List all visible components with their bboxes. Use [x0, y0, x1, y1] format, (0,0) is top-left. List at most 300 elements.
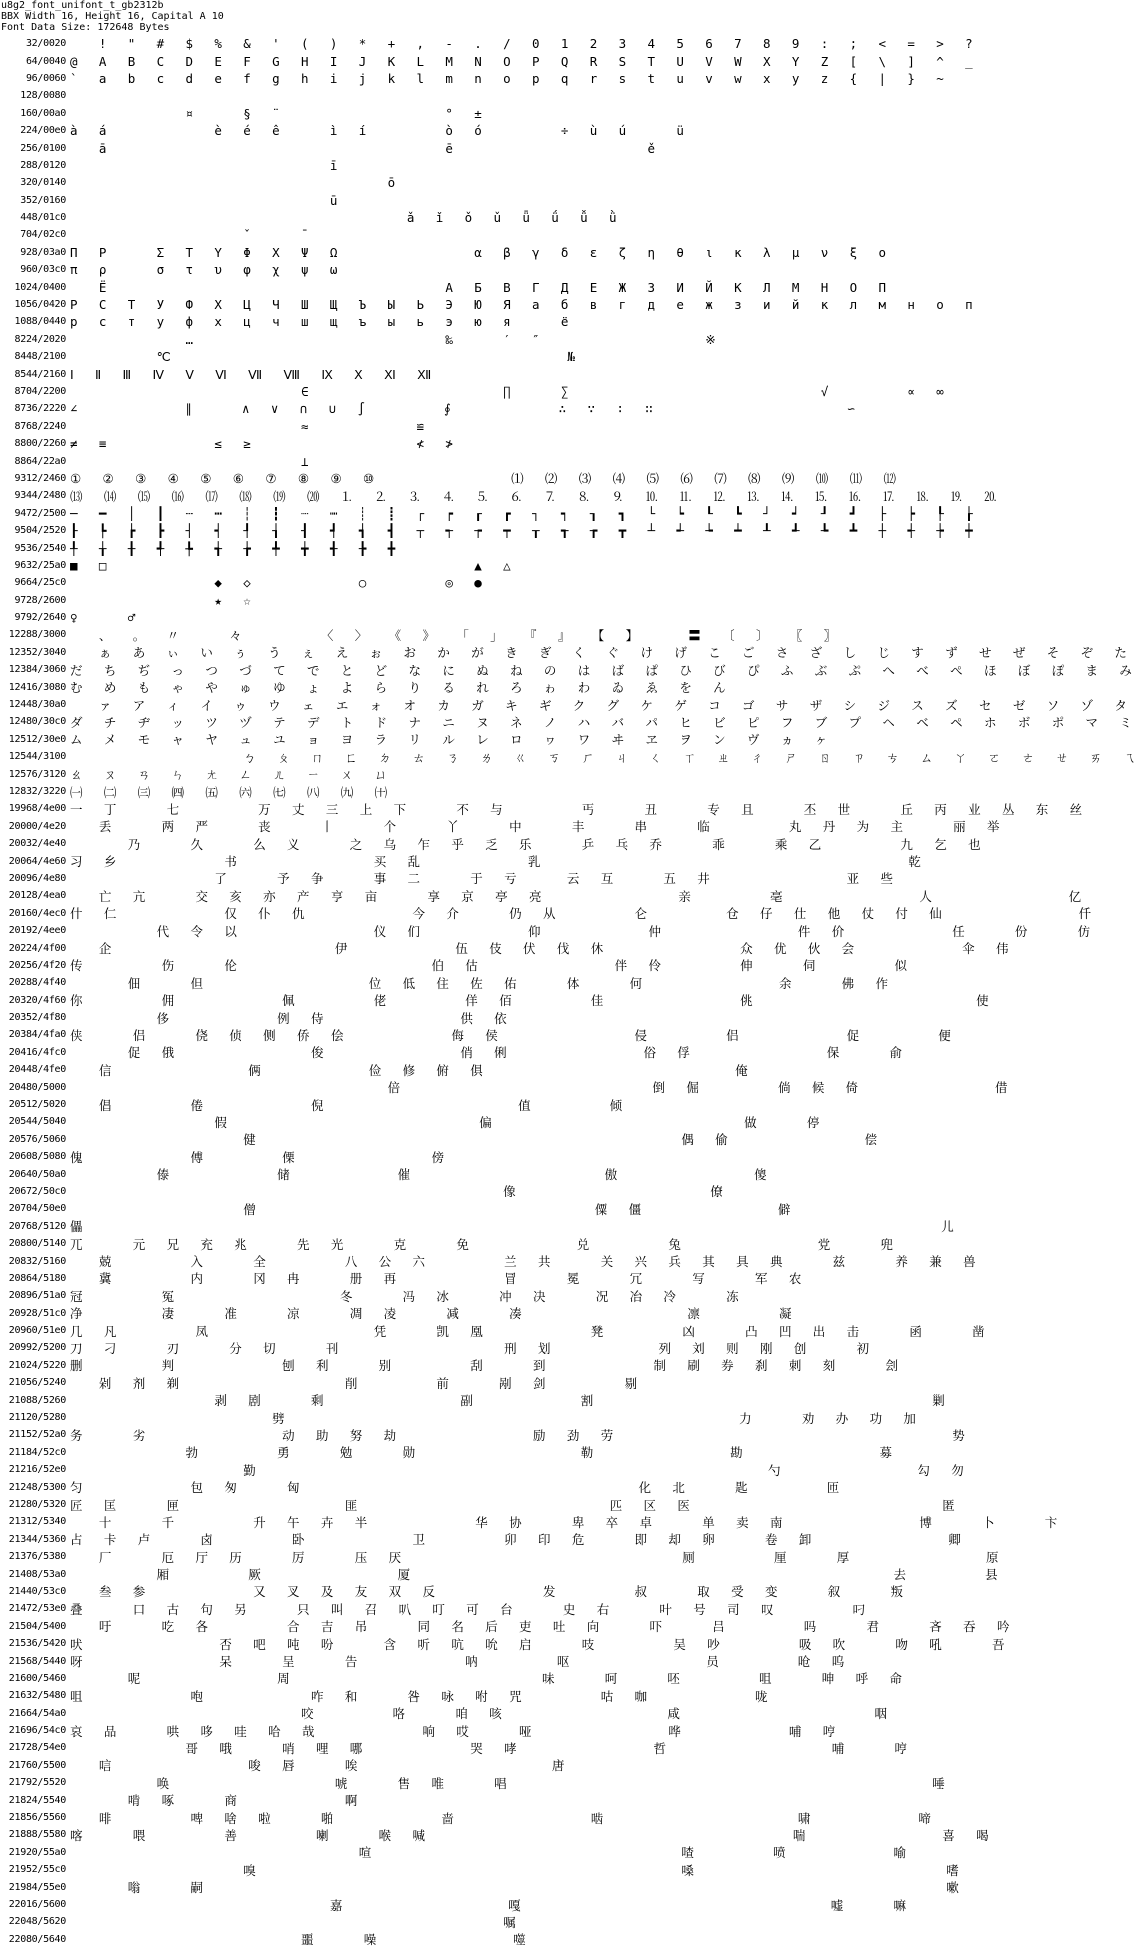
- row-code-label: 20864/5180: [8, 1272, 66, 1284]
- row-glyphs: @ A B C D E F G H I J K L M N O P Q R S T U V W X Y Z [ \ ] ^ _: [70, 53, 975, 69]
- row-glyphs: ˇ ˉ: [70, 227, 311, 243]
- row-glyphs: ① ② ③ ④ ⑤ ⑥ ⑦ ⑧ ⑨ ⑩ ⑴ ⑵ ⑶ ⑷ ⑸ ⑹ ⑺ ⑻ ⑼ ⑽ ⑾ ⑿: [70, 471, 899, 487]
- row-code-label: 9312/2460: [14, 472, 66, 484]
- row-glyphs: 什 仁 仅 仆 仇 今 介 仍 从 仑 仓 仔 仕 他 仗 付 仙 仟: [70, 906, 1094, 922]
- row-code-label: 22048/5620: [8, 1916, 66, 1928]
- row-glyphs: 侈 例 侍 供 依: [70, 1010, 509, 1026]
- glyph-row: [0, 1305, 794, 1322]
- row-code-label: 12384/3060: [8, 664, 66, 676]
- glyph-row: [0, 505, 975, 522]
- row-glyphs: 、 。 〃 々 〈 〉 《 》 「 」 『 』 【 】 〓 〔 〕 〖 〗: [70, 627, 839, 643]
- glyph-row: [0, 139, 658, 156]
- glyph-row: [0, 70, 946, 87]
- glyph-row: [0, 905, 1094, 922]
- row-code-label: 9792/2640: [14, 612, 66, 624]
- glyph-row: [0, 1374, 640, 1391]
- glyph-row: [0, 1409, 919, 1426]
- row-code-label: 21376/5380: [8, 1551, 66, 1563]
- row-code-label: 128/0080: [20, 90, 66, 102]
- row-glyphs: 厢 厥 厦 去 县: [70, 1567, 1000, 1583]
- row-code-label: 20896/51a0: [8, 1290, 66, 1302]
- glyph-row: [0, 1931, 620, 1948]
- row-code-label: 22016/5600: [8, 1898, 66, 1910]
- row-code-label: 21344/5360: [8, 1533, 66, 1545]
- glyph-row: [0, 1878, 961, 1896]
- row-glyphs: ぁ あ ぃ い ぅ う ぇ え ぉ お か が き ぎ く ぐ け げ こ ご さ ざ し じ す ず せ ぜ そ ぞ た: [70, 645, 1130, 661]
- glyph-row: [0, 1670, 905, 1687]
- row-glyphs: 剥 剧 剩 副 割 剿: [70, 1393, 947, 1409]
- row-glyphs: 删 判 刨 利 别 刮 到 制 刷 券 刹 刺 刻 刽: [70, 1358, 901, 1374]
- row-glyphs: 健 偶 偷 偿: [70, 1132, 880, 1148]
- glyph-row: [0, 1183, 725, 1200]
- row-glyphs: 叠 口 古 句 另 只 叫 召 叭 叮 可 台 史 右 叶 号 司 叹 叼: [70, 1601, 868, 1617]
- row-glyphs: 喀 喂 善 喇 喉 喊 喘 喜 喝: [70, 1827, 991, 1843]
- row-glyphs: 嗡 嗣 嗽: [70, 1880, 961, 1896]
- row-code-label: 21120/5280: [8, 1412, 66, 1424]
- glyph-row: [0, 852, 923, 870]
- row-glyphs: ℃ №: [70, 349, 578, 365]
- glyph-row: [0, 539, 620, 556]
- glyph-row: [0, 609, 620, 626]
- row-code-label: 21888/5580: [8, 1829, 66, 1841]
- row-code-label: 12288/3000: [8, 629, 66, 641]
- glyph-row: [0, 1113, 822, 1130]
- row-code-label: 8864/22a0: [14, 455, 66, 467]
- row-glyphs: 务 劣 动 助 努 劫 励 劲 劳 势: [70, 1427, 967, 1443]
- glyph-row: [0, 1391, 947, 1409]
- row-glyphs: 勃 勇 勉 勋 勒 勘 募: [70, 1445, 895, 1461]
- glyph-row: [0, 244, 889, 261]
- row-code-label: 12544/3100: [8, 751, 66, 763]
- row-code-label: 12576/3120: [8, 768, 66, 780]
- glyph-row: [0, 1548, 1001, 1565]
- row-glyphs: 嘉 嘎 嘘 嘛: [70, 1897, 909, 1913]
- row-code-label: 21728/54e0: [8, 1742, 66, 1754]
- row-code-label: 20224/4f00: [8, 942, 66, 954]
- glyph-row: [0, 1357, 901, 1374]
- row-glyphs: 劈 力 劝 办 功 加: [70, 1410, 919, 1426]
- row-glyphs: à á è é ê ì í ò ó ÷ ù ú ü: [70, 123, 687, 139]
- row-code-label: 928/03a0: [20, 246, 66, 258]
- glyph-row: [0, 1652, 847, 1670]
- glyph-row: [0, 1531, 963, 1548]
- glyph-row: [0, 278, 889, 295]
- row-code-label: 21312/5340: [8, 1516, 66, 1528]
- glyph-row: [0, 574, 620, 591]
- row-code-label: 20320/4f60: [8, 994, 66, 1006]
- row-glyphs: ─ ━ │ ┃ ┄ ┅ ┆ ┇ ┈ ┉ ┊ ┋ ┌ ┍ ┎ ┏ ┐ ┑ ┒ ┓ └ ┕ ┖ ┗ ┘ ┙ ┚ ┛ ├ ┝ ┞ ┟: [70, 505, 975, 521]
- row-glyphs: ♀ ♂: [70, 610, 138, 626]
- row-glyphs: 佃 但 位 低 住 佐 佑 体 何 余 佛 作: [70, 975, 891, 991]
- glyph-row: [0, 261, 620, 278]
- glyph-row: [0, 1339, 872, 1356]
- glyph-row: [0, 765, 620, 782]
- row-glyphs: 信 俩 俭 修 俯 俱 俺: [70, 1062, 750, 1078]
- row-glyphs: 儡 儿: [70, 1219, 956, 1235]
- row-code-label: 8736/2220: [14, 403, 66, 415]
- glyph-row: [0, 157, 620, 174]
- row-code-label: 20416/4fc0: [8, 1046, 66, 1058]
- font-size-line: Font Data Size: 172648 Bytes: [1, 22, 170, 33]
- row-code-label: 12832/3220: [8, 785, 66, 797]
- row-code-label: 8544/2160: [14, 368, 66, 380]
- row-glyphs: ★ ☆: [70, 592, 253, 608]
- row-code-label: 20352/4f80: [8, 1012, 66, 1024]
- row-code-label: 21568/5440: [8, 1655, 66, 1667]
- row-code-label: 9472/2500: [14, 507, 66, 519]
- row-glyphs: 传 伤 伦 伯 估 伴 伶 伸 伺 似: [70, 958, 910, 974]
- row-code-label: 21440/53c0: [8, 1585, 66, 1597]
- row-code-label: 9504/2520: [14, 525, 66, 537]
- row-glyphs: 习 乡 书 买 乱 乳 乾: [70, 854, 923, 870]
- row-code-label: 20192/4ee0: [8, 925, 66, 937]
- row-code-label: 12416/3080: [8, 681, 66, 693]
- row-glyphs: 侠 侣 侥 侦 侧 侨 侩 侮 侯 侵 侣 促 便: [70, 1027, 953, 1043]
- row-code-label: 20704/50e0: [8, 1203, 66, 1215]
- row-glyphs: ム メ モ ャ ヤ ュ ユ ョ ヨ ラ リ ル レ ロ ヮ ワ ヰ ヱ ヲ ン ヴ ヵ ヶ: [70, 732, 830, 748]
- glyph-row: [0, 957, 910, 974]
- row-glyphs: 代 令 以 仪 们 仰 仲 件 价 任 份 仿: [70, 923, 1093, 939]
- row-code-label: 20256/4f20: [8, 959, 66, 971]
- glyph-row: [0, 1739, 910, 1756]
- row-glyphs: 净 凄 准 凉 凋 凌 减 凑 凛 凝: [70, 1306, 794, 1322]
- row-code-label: 20768/5120: [8, 1220, 66, 1232]
- row-glyphs: 倍 倒 倔 倘 候 倚 借: [70, 1080, 1010, 1096]
- row-code-label: 21696/54c0: [8, 1725, 66, 1737]
- row-code-label: 20448/4fe0: [8, 1064, 66, 1076]
- row-code-label: 20608/5080: [8, 1151, 66, 1163]
- row-glyphs: ㄅ ㄆ ㄇ ㄈ ㄉ ㄊ ㄋ ㄌ ㄍ ㄎ ㄏ ㄐ ㄑ ㄒ ㄓ ㄔ ㄕ ㄖ ㄗ ㄘ ㄙ ㄚ ㄛ ㄜ ㄝ ㄞ ㄟ: [70, 749, 1138, 765]
- row-code-label: 21952/55c0: [8, 1864, 66, 1876]
- row-code-label: 21760/5500: [8, 1759, 66, 1771]
- glyph-row: [0, 939, 1011, 957]
- row-glyphs: 嘱: [70, 1914, 518, 1930]
- row-glyphs: 噩 噪 噬: [70, 1932, 528, 1948]
- glyph-row: [0, 1496, 957, 1513]
- glyph-row: [0, 626, 839, 643]
- row-code-label: 352/0160: [20, 194, 66, 206]
- row-glyphs: 咀 咆 咋 和 咎 咏 咐 咒 咕 咖 咙: [70, 1688, 770, 1704]
- font-name-line: u8g2_font_unifont_t_gb2312b: [1, 0, 164, 11]
- row-code-label: 21600/5460: [8, 1672, 66, 1684]
- row-glyphs: ∠ ∥ ∧ ∨ ∩ ∪ ∫ ∮ ∴ ∵ ∶ ∷ ∽: [70, 401, 858, 417]
- row-glyphs: 倡 倦 倪 值 倾: [70, 1097, 625, 1113]
- row-glyphs: 咬 咯 咱 咳 咸 咽: [70, 1706, 890, 1722]
- glyph-row: [0, 1131, 880, 1148]
- glyph-row: [0, 35, 975, 52]
- row-glyphs: Π Ρ Σ Τ Υ Φ Χ Ψ Ω α β γ δ ε ζ η θ ι κ λ μ ν ξ ο: [70, 244, 889, 260]
- row-glyphs: ≠ ≡ ≤ ≥ ≮ ≯: [70, 436, 456, 452]
- glyph-row: [0, 1461, 966, 1478]
- glyph-row: [0, 731, 830, 748]
- row-code-label: 20928/51c0: [8, 1307, 66, 1319]
- row-code-label: 12352/3040: [8, 646, 66, 658]
- glyph-row: [0, 1026, 953, 1043]
- row-code-label: 1024/0400: [14, 281, 66, 293]
- row-code-label: 9728/2600: [14, 594, 66, 606]
- row-glyphs: だ ち ぢ っ つ づ て で と ど な に ぬ ね の は ば ぱ ひ び ぴ ふ ぶ ぷ へ べ ぺ ほ ぼ ぽ ま み: [70, 662, 1134, 678]
- row-glyphs: 匠 匡 匣 匪 匹 区 医 匿: [70, 1497, 957, 1513]
- glyph-row: [0, 1774, 947, 1791]
- glyph-row: [0, 557, 620, 574]
- glyph-row: [0, 174, 620, 191]
- glyph-row: [0, 1565, 1000, 1583]
- row-glyphs: р с т у ф х ц ч ш щ ъ ы ь э ю я ё: [70, 314, 571, 330]
- glyph-row: [0, 1200, 793, 1217]
- row-glyphs: 丢 两 严 丧 丨 个 丫 中 丰 串 临 丸 丹 为 主 丽 举: [70, 819, 1002, 835]
- row-glyphs: 哥 哦 哨 哩 哪 哭 哮 哲 哺 哼: [70, 1740, 910, 1756]
- row-glyphs: 兀 元 兄 充 兆 先 光 克 免 兑 兔 党 兜: [70, 1236, 896, 1252]
- row-glyphs: 乃 久 么 义 之 乌 乍 乎 乏 乐 乒 乓 乔 乖 乘 乙 九 乞 也: [70, 836, 983, 852]
- glyph-row: [0, 922, 1093, 939]
- row-code-label: 8448/2100: [14, 351, 66, 363]
- row-code-label: 20512/5020: [8, 1099, 66, 1111]
- row-code-label: 12448/30a0: [8, 699, 66, 711]
- glyph-row: [0, 1513, 1060, 1530]
- row-glyphs: 冀 内 冈 冉 册 再 冒 冕 冗 写 军 农: [70, 1271, 804, 1287]
- row-glyphs: 一 丁 七 万 丈 三 上 下 不 与 丐 丑 专 且 丕 世 丘 丙 业 丛 东 丝: [70, 801, 1085, 817]
- row-code-label: 20096/4e80: [8, 872, 66, 884]
- row-code-label: 21280/5320: [8, 1499, 66, 1510]
- row-code-label: 21248/5300: [8, 1481, 66, 1493]
- glyph-row: [0, 348, 620, 365]
- row-glyphs: 僧 僳 僵 僻: [70, 1201, 793, 1217]
- row-code-label: 32/0020: [25, 38, 66, 50]
- glyph-row: [0, 592, 620, 609]
- glyph-row: [0, 1322, 987, 1339]
- row-code-label: 21472/53e0: [8, 1603, 66, 1615]
- row-glyphs: 呢 周 味 呵 呸 咀 呻 呼 命: [70, 1671, 905, 1687]
- glyph-row: [0, 887, 1084, 904]
- glyph-row: [0, 470, 899, 487]
- row-glyphs: ā ē ě: [70, 140, 658, 156]
- row-code-label: 20000/4e20: [8, 820, 66, 832]
- row-code-label: 448/01c0: [20, 212, 66, 224]
- row-glyphs: ≈ ≌: [70, 418, 427, 434]
- row-glyphs: Ё А Б В Г Д Е Ж З И Й К Л М Н О П: [70, 279, 889, 295]
- glyph-row: [0, 52, 975, 69]
- glyph-row: [0, 418, 620, 435]
- row-code-label: 20800/5140: [8, 1238, 66, 1250]
- row-code-label: 20576/5060: [8, 1133, 66, 1145]
- glyph-row: [0, 1635, 1007, 1652]
- row-code-label: 21024/5220: [8, 1359, 66, 1371]
- row-code-label: 21056/5240: [8, 1377, 66, 1389]
- row-glyphs: ㈠ ㈡ ㈢ ㈣ ㈤ ㈥ ㈦ ㈧ ㈨ ㈩: [70, 784, 390, 800]
- row-code-label: 21184/52c0: [8, 1446, 66, 1458]
- row-glyphs: 唤 唬 售 唯 唱 唾: [70, 1775, 947, 1791]
- row-glyphs: 刀 刁 刃 分 切 刊 刑 划 列 刘 则 刚 创 初: [70, 1341, 872, 1356]
- glyph-row: [0, 226, 620, 243]
- row-code-label: 21632/5480: [8, 1690, 66, 1702]
- row-glyphs: 呀 呆 呈 告 呐 呕 员 呛 呜: [70, 1654, 847, 1670]
- glyph-row: [0, 1687, 770, 1704]
- glyph-row: [0, 1009, 620, 1026]
- row-glyphs: ∈ ∏ ∑ √ ∝ ∞: [70, 384, 946, 399]
- glyph-row: [0, 1791, 620, 1808]
- glyph-row: [0, 331, 718, 348]
- row-code-label: 21824/5540: [8, 1794, 66, 1806]
- glyph-row: [0, 1061, 750, 1078]
- glyph-row: [0, 1757, 620, 1774]
- row-glyphs: 嗅 嗓 嗜: [70, 1862, 961, 1878]
- row-code-label: 8800/2260: [14, 438, 66, 450]
- glyph-row: [0, 87, 620, 104]
- row-glyphs: ǎ ǐ ǒ ǔ ǖ ǘ ǚ ǜ: [70, 210, 619, 226]
- glyph-row: [0, 1583, 906, 1600]
- row-glyphs: 傣 储 催 傲 傻: [70, 1167, 769, 1183]
- row-glyphs: 啡 啤 啥 啦 啪 啬 啮 啸 啼: [70, 1810, 933, 1826]
- glyph-row: [0, 1705, 890, 1722]
- row-glyphs: ◆ ◇ ○ ◎ ●: [70, 575, 484, 591]
- glyph-row: [0, 400, 858, 417]
- glyph-row: [0, 713, 1134, 730]
- row-code-label: 20672/50c0: [8, 1185, 66, 1197]
- glyph-row: [0, 991, 991, 1009]
- glyph-row: [0, 835, 983, 852]
- row-code-label: 21408/53a0: [8, 1568, 66, 1580]
- row-glyphs: 吠 否 吧 吨 吩 含 听 吭 吮 启 吱 吴 吵 吸 吹 吻 吼 吾: [70, 1636, 1007, 1652]
- row-glyphs: Р С Т У Ф Х Ц Ч Ш Щ Ъ Ы Ь Э Ю Я а б в г д е ж з и й к л м н о п: [70, 297, 975, 313]
- glyph-row: [0, 1896, 909, 1913]
- row-glyphs: Ⅰ Ⅱ Ⅲ Ⅳ Ⅴ Ⅵ Ⅶ Ⅷ Ⅸ Ⅹ Ⅺ Ⅻ: [70, 366, 434, 382]
- row-glyphs: ` a b c d e f g h i j k l m n o p q r s t u v w x y z { | } ~: [70, 70, 946, 86]
- glyph-row: [0, 870, 896, 887]
- glyph-row: [0, 122, 687, 139]
- row-code-label: 21216/52e0: [8, 1464, 66, 1476]
- row-code-label: 19968/4e00: [8, 803, 66, 815]
- row-code-label: 21792/5520: [8, 1777, 66, 1789]
- glyph-row: [0, 1165, 769, 1183]
- row-code-label: 20960/51e0: [8, 1325, 66, 1337]
- row-code-label: 256/0100: [20, 142, 66, 154]
- row-code-label: 20640/50a0: [8, 1168, 66, 1180]
- row-code-label: 320/0140: [20, 177, 66, 189]
- glyph-row: [0, 296, 975, 313]
- row-code-label: 1088/0440: [14, 316, 66, 328]
- row-code-label: 9664/25c0: [14, 577, 66, 589]
- glyph-row: [0, 1218, 956, 1235]
- row-glyphs: む め も ゃ や ゅ ゆ ょ よ ら り る れ ろ ゎ わ ゐ ゑ を ん: [70, 680, 728, 696]
- row-code-label: 20032/4e40: [8, 838, 66, 850]
- glyph-row: [0, 1235, 896, 1252]
- row-glyphs: ╀ ╁ ╂ ╃ ╄ ╅ ╆ ╇ ╈ ╉ ╊ ╋: [70, 540, 398, 556]
- glyph-row: [0, 748, 1138, 765]
- row-glyphs: π ρ σ τ υ φ χ ψ ω: [70, 262, 340, 278]
- row-glyphs: 吁 吃 各 合 吉 吊 同 名 后 吏 吐 向 吓 吕 吗 君 吝 吞 吟: [70, 1619, 1012, 1635]
- glyph-row: [0, 1252, 978, 1270]
- glyph-row: [0, 644, 1130, 661]
- row-code-label: 20064/4e60: [8, 855, 66, 867]
- glyph-row: [0, 1426, 967, 1443]
- row-glyphs: 十 千 升 午 卉 半 华 协 卑 卒 卓 单 卖 南 博 卜 卞: [70, 1514, 1060, 1530]
- row-glyphs: 占 卡 卢 卤 卧 卫 卯 印 危 即 却 卵 卷 卸 卿: [70, 1532, 963, 1548]
- font-bbx-line: BBX Width 16, Height 16, Capital A 10: [1, 11, 224, 22]
- row-code-label: 22080/5640: [8, 1933, 66, 1945]
- row-glyphs: 假 偏 做 停: [70, 1114, 822, 1130]
- glyph-row: [0, 1600, 868, 1617]
- glyph-row: [0, 209, 620, 226]
- row-glyphs: 剁 剂 剃 削 前 剐 剑 剔: [70, 1375, 640, 1391]
- row-glyphs: 啃 啄 商 啊: [70, 1793, 360, 1809]
- row-glyphs: … ‰ ′ ″ ※: [70, 331, 718, 347]
- glyph-row: [0, 383, 946, 400]
- row-glyphs: 厂 厄 厅 历 厉 压 厌 厕 厘 厚 原: [70, 1549, 1001, 1565]
- row-code-label: 20288/4f40: [8, 977, 66, 989]
- row-glyphs: ㄠ ㄡ ㄢ ㄣ ㄤ ㄥ ㄦ ㄧ ㄨ ㄩ: [70, 767, 390, 783]
- glyph-row: [0, 1078, 1010, 1096]
- row-glyphs: 了 予 争 事 二 于 亏 云 互 五 井 亚 些: [70, 871, 896, 887]
- glyph-row: [0, 1044, 905, 1061]
- row-code-label: 1056/0420: [14, 299, 66, 311]
- glyph-row: [0, 365, 620, 382]
- row-code-label: 21664/54a0: [8, 1707, 66, 1719]
- glyph-row: [0, 1287, 741, 1304]
- row-code-label: 20128/4ea0: [8, 890, 66, 902]
- glyph-row: [0, 974, 891, 991]
- glyph-row: [0, 1809, 933, 1826]
- row-glyphs: 兢 入 全 八 公 六 兰 共 关 兴 兵 其 具 典 兹 养 兼 兽: [70, 1254, 978, 1270]
- glyph-row: [0, 1270, 804, 1287]
- row-code-label: 20544/5040: [8, 1116, 66, 1128]
- row-code-label: 21152/52a0: [8, 1429, 66, 1441]
- row-glyphs: ū: [70, 192, 340, 208]
- glyph-row: [0, 1444, 895, 1461]
- glyph-table: [0, 35, 1138, 1948]
- row-glyphs: ! " # $ % & ' ( ) * + , - . / 0 1 2 3 4 5 6 7 8 9 : ; < = > ?: [70, 36, 975, 52]
- row-code-label: 21984/55e0: [8, 1881, 66, 1893]
- row-code-label: 8768/2240: [14, 420, 66, 432]
- row-code-label: 224/00e0: [20, 125, 66, 137]
- row-code-label: 8704/2200: [14, 386, 66, 397]
- glyph-row: [0, 1618, 1012, 1635]
- row-glyphs: ⊥: [70, 453, 311, 469]
- row-code-label: 21536/5420: [8, 1638, 66, 1650]
- row-glyphs: 像 僚: [70, 1184, 725, 1200]
- row-glyphs: 企 伊 伍 伎 伏 伐 休 众 优 伙 会 伞 伟: [70, 941, 1011, 957]
- glyph-row: [0, 313, 620, 330]
- row-glyphs: ┠ ┡ ┢ ┣ ┤ ┥ ┦ ┧ ┨ ┩ ┪ ┫ ┬ ┭ ┮ ┯ ┰ ┱ ┲ ┳ ┴ ┵ ┶ ┷ ┸ ┹ ┺ ┻ ┼ ┽ ┾ ┿: [70, 523, 975, 539]
- row-code-label: 21920/55a0: [8, 1846, 66, 1858]
- row-code-label: 9536/2540: [14, 542, 66, 554]
- glyph-row: [0, 1096, 625, 1113]
- glyph-row: [0, 1861, 961, 1878]
- row-glyphs: ダ チ ヂ ッ ツ ヅ テ デ ト ド ナ ニ ヌ ネ ノ ハ バ パ ヒ ビ ピ フ ブ プ ヘ ベ ペ ホ ボ ポ マ ミ: [70, 714, 1134, 730]
- row-glyphs: 促 俄 俊 俏 俐 俗 俘 保 俞: [70, 1045, 905, 1061]
- glyph-row: [0, 1148, 620, 1165]
- row-code-label: 21088/5260: [8, 1394, 66, 1406]
- row-code-label: 9632/25a0: [14, 559, 66, 571]
- row-glyphs: 你 佣 佩 佬 佯 佰 佳 佻 使: [70, 993, 991, 1009]
- row-glyphs: 喧 喳 喷 喻: [70, 1845, 909, 1861]
- row-code-label: 20832/5160: [8, 1255, 66, 1267]
- row-code-label: 21856/5560: [8, 1812, 66, 1824]
- glyph-row: [0, 661, 1134, 678]
- row-code-label: 9344/2480: [14, 490, 66, 502]
- glyph-row: [0, 522, 975, 539]
- row-glyphs: ō: [70, 175, 398, 191]
- row-code-label: 704/02c0: [20, 229, 66, 241]
- glyph-row: [0, 696, 1130, 713]
- row-glyphs: 傀 傅 傈 傍: [70, 1149, 447, 1165]
- row-code-label: 960/03c0: [20, 264, 66, 276]
- row-code-label: 8224/2020: [14, 333, 66, 345]
- glyph-row: [0, 105, 620, 122]
- row-glyphs: 冠 冤 冬 冯 冰 冲 决 况 冶 冷 冻: [70, 1288, 741, 1304]
- row-glyphs: 几 凡 凤 凭 凯 凰 凳 凶 凸 凹 出 击 函 凿: [70, 1323, 987, 1339]
- glyph-row: [0, 452, 620, 469]
- glyph-row: [0, 1722, 838, 1739]
